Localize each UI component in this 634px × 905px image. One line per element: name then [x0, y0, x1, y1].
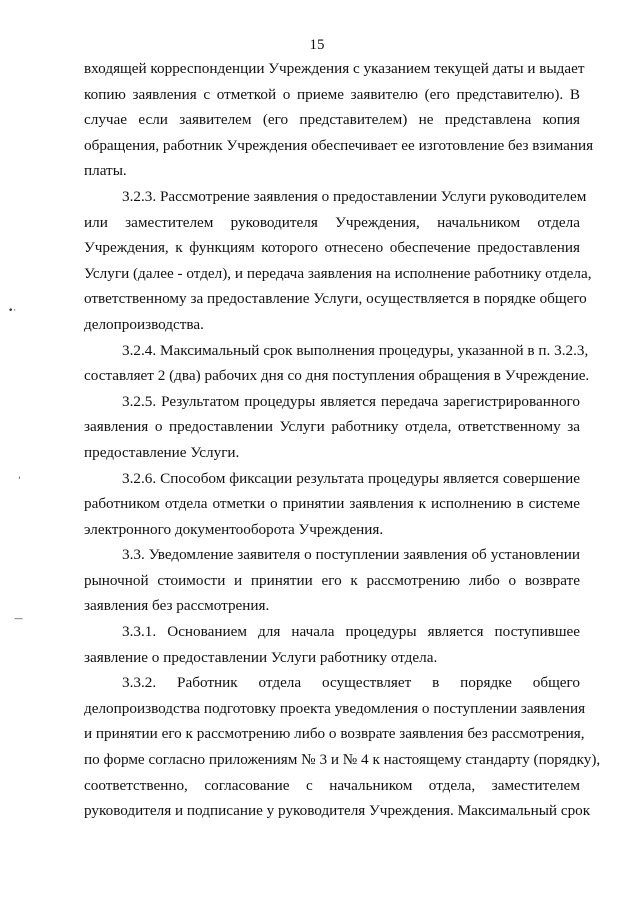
text-line: руководителя и подписание у руководителя Учреждения. Максимальный срок	[84, 802, 591, 820]
paragraph	[84, 542, 580, 619]
text-line: обращения, работник Учреждения обеспечивает ее изготовление без взимания	[84, 136, 594, 154]
text-line: соответственно, согласование с начальником отдела, заместителем	[84, 776, 580, 794]
text-line: электронного документооборота Учреждения.	[84, 520, 384, 538]
paragraph	[84, 619, 580, 670]
text-line: по форме согласно приложениям № 3 и № 4 к настоящему стандарту (порядку),	[84, 751, 601, 769]
paragraph	[84, 466, 580, 543]
text-line: 3.3. Уведомление заявителя о поступлении заявления об установлении	[122, 546, 580, 564]
text-line: ответственному за предоставление Услуги, осуществляется в порядке общего	[84, 290, 587, 308]
text-line: случае если заявителем (его представителем) не представлена копия	[84, 111, 580, 129]
text-line: 3.2.4. Максимальный срок выполнения процедуры, указанной в п. 3.2.3,	[122, 341, 589, 359]
text-line: 3.2.3. Рассмотрение заявления о предоставлении Услуги руководителем	[122, 187, 587, 205]
text-line: копию заявления с отметкой о приеме заявителю (его представителю). В	[84, 85, 580, 103]
text-line: Учреждения, к функциям которого отнесено обеспечение предоставления	[84, 239, 580, 257]
text-line: рыночной стоимости и принятии его к рассмотрению либо о возврате	[84, 571, 580, 589]
text-line: платы.	[84, 162, 127, 180]
text-line: или заместителем руководителя Учреждения, начальником отдела	[84, 213, 580, 231]
text-line: делопроизводства подготовку проекта уведомления о поступлении заявления	[84, 699, 586, 717]
scan-artifact: —	[14, 614, 23, 624]
text-line: заявление о предоставлении Услуги работнику отдела.	[84, 648, 438, 666]
text-line: заявления о предоставлении Услуги работнику отдела, ответственному за	[84, 418, 580, 436]
text-line: Услуги (далее - отдел), и передача заявления на исполнение работнику отдела,	[84, 264, 592, 282]
text-line: работником отдела отметки о принятии заявления к исполнению в системе	[84, 495, 580, 513]
text-line: заявления без рассмотрения.	[84, 597, 270, 615]
text-line: делопроизводства.	[84, 315, 204, 333]
text-line: 3.2.5. Результатом процедуры является передача зарегистрированного	[122, 392, 580, 410]
text-line: 3.3.2. Работник отдела осуществляет в порядке общего	[122, 674, 580, 692]
paragraph	[84, 670, 601, 824]
text-line: составляет 2 (два) рабочих дня со дня поступления обращения в Учреждение.	[84, 367, 590, 385]
scan-artifact: ‘	[18, 476, 21, 486]
paragraph	[84, 56, 594, 184]
page-number: 15	[309, 37, 325, 53]
paragraph	[84, 389, 580, 466]
scan-artifact: •⋅	[8, 306, 17, 316]
paragraph	[84, 338, 590, 389]
text-line: и принятии его к рассмотрению либо о возврате заявления без рассмотрения,	[84, 725, 585, 743]
text-line: предоставление Услуги.	[84, 443, 240, 461]
paragraph	[84, 184, 592, 338]
text-line: 3.2.6. Способом фиксации результата процедуры является совершение	[122, 469, 580, 487]
text-line: входящей корреспонденции Учреждения с указанием текущей даты и выдает	[84, 60, 585, 77]
document-body	[84, 56, 601, 824]
text-line: 3.3.1. Основанием для начала процедуры является поступившее	[122, 623, 580, 641]
